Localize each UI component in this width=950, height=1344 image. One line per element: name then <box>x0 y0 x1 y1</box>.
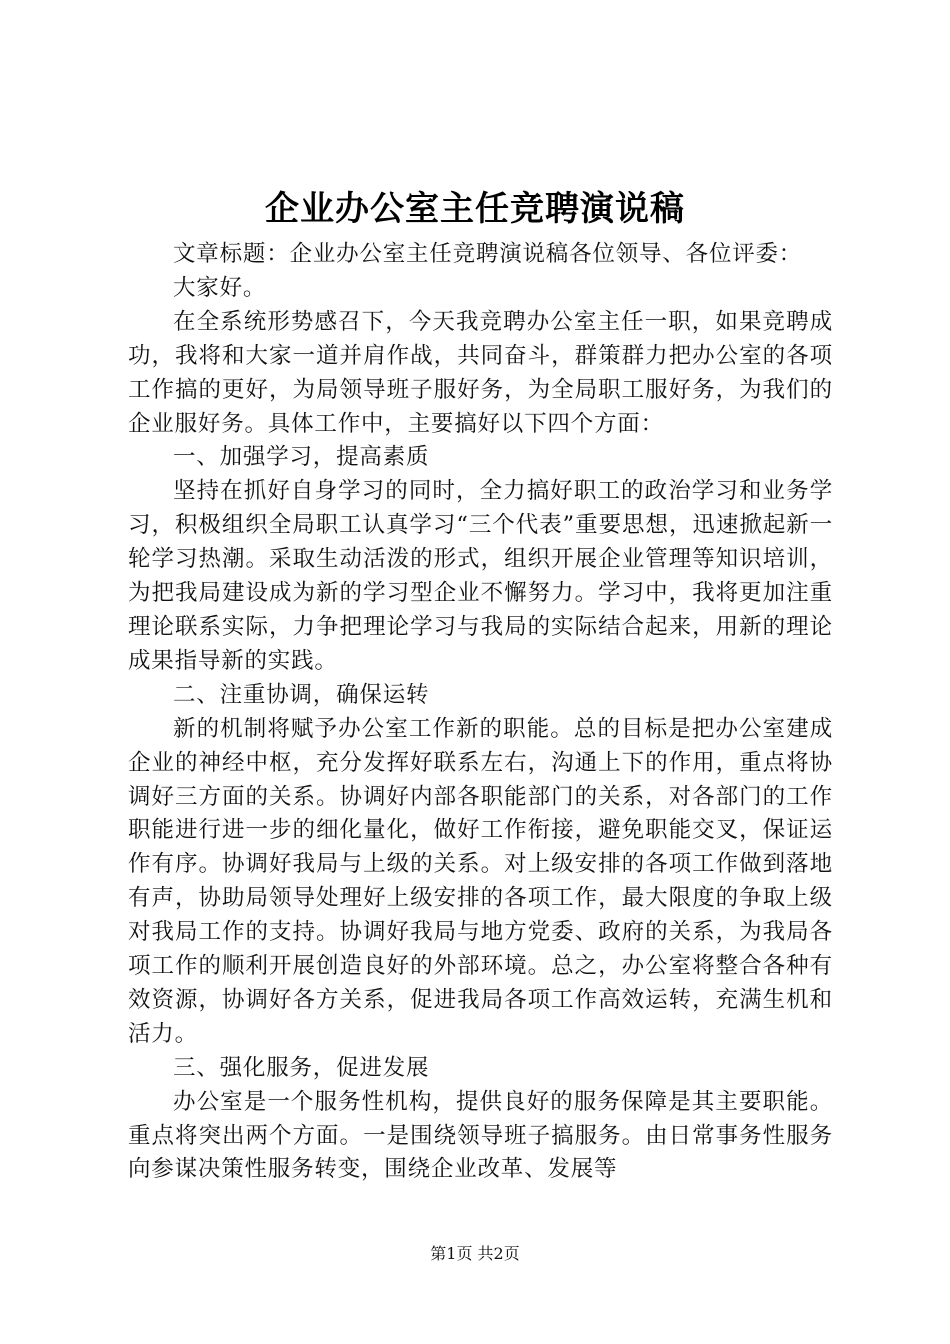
section-heading-2: 二、注重协调，确保运转 <box>173 681 430 708</box>
document-title: 企业办公室主任竞聘演说稿 <box>265 189 685 229</box>
section-heading-1: 一、加强学习，提高素质 <box>173 444 430 471</box>
paragraph-section-1: 坚持在抓好自身学习的同时，全力搞好职工的政治学习和业务学习，积极组织全局职工认真学习“三个代表”重要思想，迅速掀起新一轮学习热潮。采取生动活泼的形式，组织开展企业管理等知识培训，为把我局建设成为新的学习型企业不懈努力。学习中，我将更加注重理论联系实际，力争把理论学习与我局的实际结合起来，用新的理论成果指导新的实践。 <box>128 478 833 674</box>
page-number: 第1页 共2页 <box>430 1244 520 1263</box>
paragraph-section-3: 办公室是一个服务性机构，提供良好的服务保障是其主要职能。重点将突出两个方面。一是围绕领导班子搞服务。由日常事务性服务向参谋决策性服务转变，围绕企业改革、发展等 <box>128 1088 833 1183</box>
section-heading-3: 三、强化服务，促进发展 <box>173 1054 430 1081</box>
paragraph-greeting: 大家好。 <box>173 274 267 301</box>
document-body <box>128 238 833 1187</box>
paragraph-intro: 在全系统形势感召下，今天我竞聘办公室主任一职，如果竞聘成功，我将和大家一道并肩作战，共同奋斗，群策群力把办公室的各项工作搞的更好，为局领导班子服好务，为全局职工服好务，为我们的企业服好务。具体工作中，主要搞好以下四个方面： <box>128 308 833 437</box>
paragraph-section-2: 新的机制将赋予办公室工作新的职能。总的目标是把办公室建成企业的神经中枢，充分发挥好联系左右，沟通上下的作用，重点将协调好三方面的关系。协调好内部各职能部门的关系，对各部门的工作职能进行进一步的细化量化，做好工作衔接，避免职能交叉，保证运作有序。协调好我局与上级的关系。对上级安排的各项工作做到落地有声，协助局领导处理好上级安排的各项工作，最大限度的争取上级对我局工作的支持。协调好我局与地方党委、政府的关系，为我局各项工作的顺利开展创造良好的外部环境。总之，办公室将整合各种有效资源，协调好各方关系，促进我局各项工作高效运转，充满生机和活力。 <box>128 715 833 1047</box>
paragraph-heading-line: 文章标题：企业办公室主任竞聘演说稿各位领导、各位评委： <box>173 241 803 267</box>
